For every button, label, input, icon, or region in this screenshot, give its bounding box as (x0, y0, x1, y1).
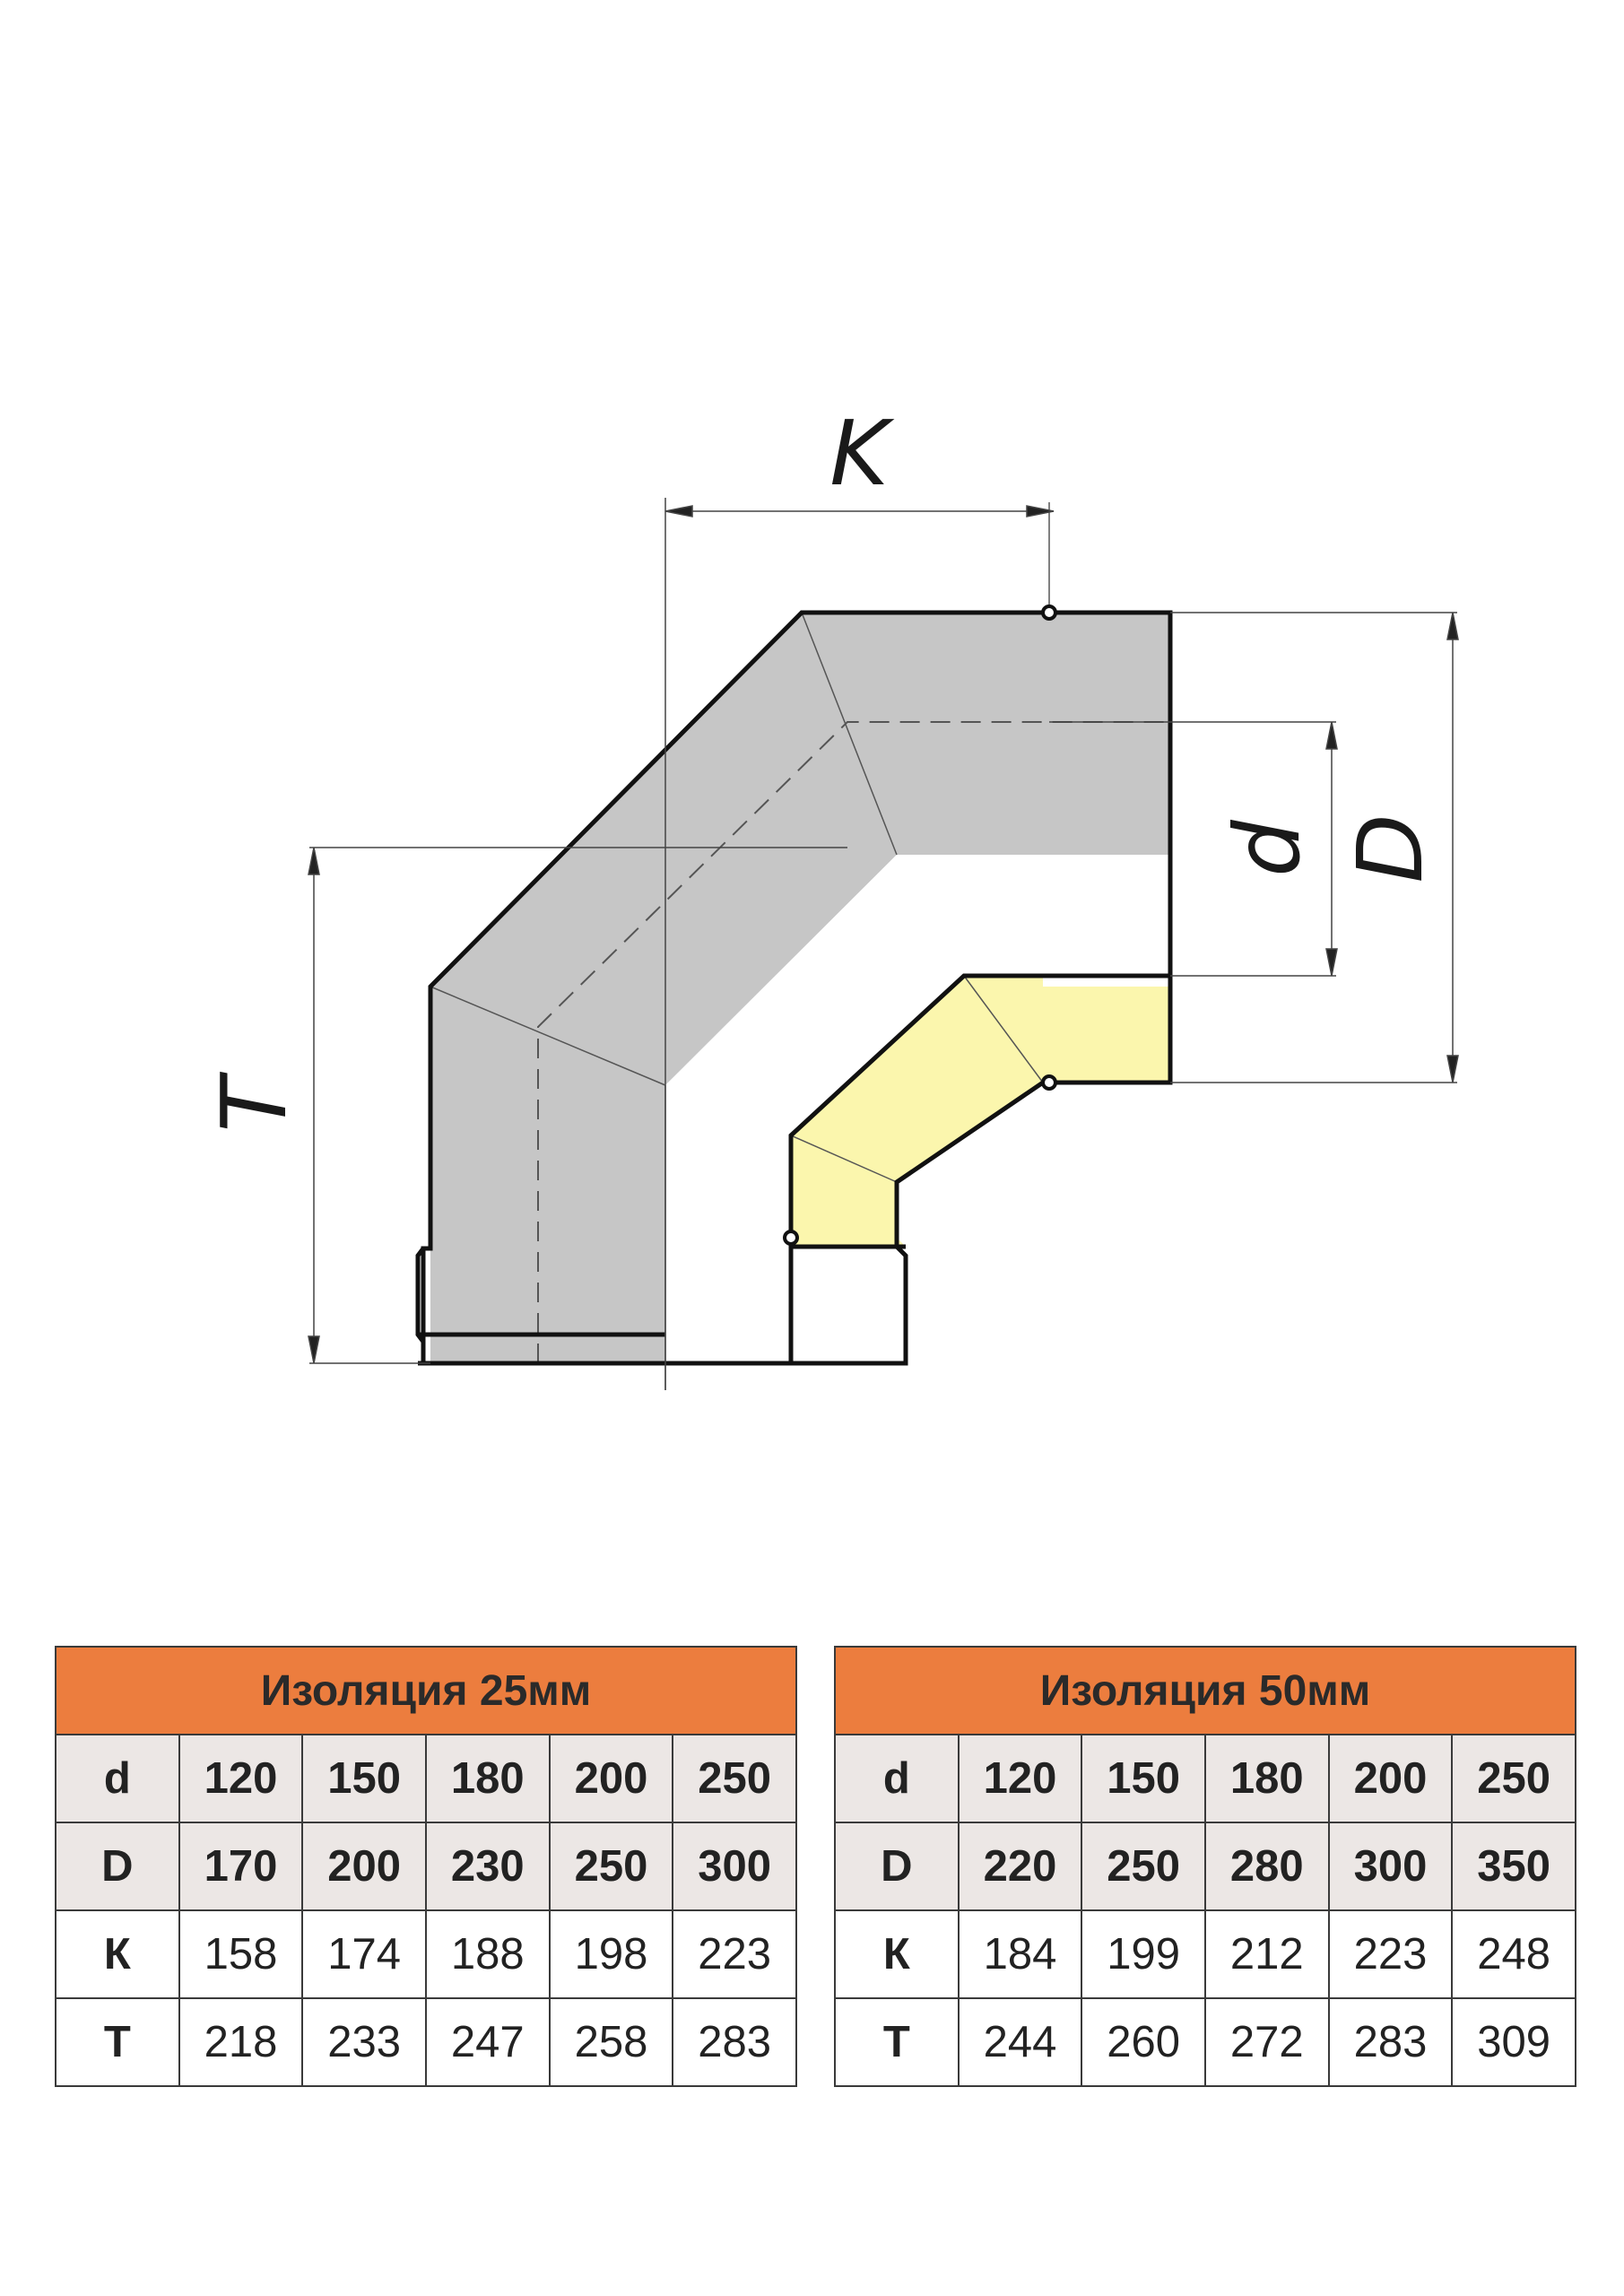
table-cell: 244 (959, 1998, 1082, 2086)
table-cell: 120 (179, 1735, 303, 1822)
table-cell: 170 (179, 1822, 303, 1910)
table-cell: 223 (1329, 1910, 1453, 1998)
table-row-D (56, 1822, 796, 1910)
insulation-25-table (55, 1646, 797, 2087)
table-cell: 150 (1081, 1735, 1205, 1822)
table-cell: 212 (1205, 1910, 1329, 1998)
table-cell: 260 (1081, 1998, 1205, 2086)
table-cell: 233 (302, 1998, 426, 2086)
row-label: Т (56, 1998, 179, 2086)
table-row-K (56, 1910, 796, 1998)
table-cell: 250 (1081, 1822, 1205, 1910)
table-cell: 174 (302, 1910, 426, 1998)
table-cell: 218 (179, 1998, 303, 2086)
dimension-label-d: d (1215, 820, 1320, 877)
insulation-50-table (834, 1646, 1576, 2087)
table-cell: 150 (302, 1735, 426, 1822)
row-label: d (56, 1735, 179, 1822)
table-cell: 283 (673, 1998, 796, 2086)
table-row-d (835, 1735, 1576, 1822)
dimension-label-D: D (1338, 813, 1443, 883)
table-cell: 120 (959, 1735, 1082, 1822)
table-row-D (835, 1822, 1576, 1910)
table-cell: 188 (426, 1910, 550, 1998)
row-label: d (835, 1735, 959, 1822)
table-cell: 250 (550, 1822, 673, 1910)
table-cell: 300 (673, 1822, 796, 1910)
table-cell: 250 (673, 1735, 796, 1822)
table-cell: 158 (179, 1910, 303, 1998)
table-cell: 230 (426, 1822, 550, 1910)
table-cell: 283 (1329, 1998, 1453, 2086)
table-cell: 247 (426, 1998, 550, 2086)
table-cell: 300 (1329, 1822, 1453, 1910)
table-title: Изоляция 50мм (835, 1647, 1576, 1735)
dimension-label-T: T (202, 1077, 307, 1133)
table-cell: 220 (959, 1822, 1082, 1910)
row-label: К (835, 1910, 959, 1998)
table-cell: 180 (1205, 1735, 1329, 1822)
table-cell: 198 (550, 1910, 673, 1998)
row-label: К (56, 1910, 179, 1998)
table-cell: 280 (1205, 1822, 1329, 1910)
table-row-T (56, 1998, 796, 2086)
table-cell: 180 (426, 1735, 550, 1822)
table-cell: 200 (302, 1822, 426, 1910)
table-cell: 199 (1081, 1910, 1205, 1998)
table-cell: 350 (1452, 1822, 1576, 1910)
table-cell: 200 (550, 1735, 673, 1822)
row-label: D (56, 1822, 179, 1910)
table-row-d (56, 1735, 796, 1822)
table-cell: 258 (550, 1998, 673, 2086)
table-cell: 272 (1205, 1998, 1329, 2086)
dimension-label-K: K (829, 401, 889, 506)
table-cell: 223 (673, 1910, 796, 1998)
table-row-K (835, 1910, 1576, 1998)
table-cell: 184 (959, 1910, 1082, 1998)
row-label: D (835, 1822, 959, 1910)
table-cell: 248 (1452, 1910, 1576, 1998)
table-cell: 309 (1452, 1998, 1576, 2086)
table-title: Изоляция 25мм (56, 1647, 796, 1735)
table-row-T (835, 1998, 1576, 2086)
row-label: Т (835, 1998, 959, 2086)
table-cell: 200 (1329, 1735, 1453, 1822)
table-cell: 250 (1452, 1735, 1576, 1822)
